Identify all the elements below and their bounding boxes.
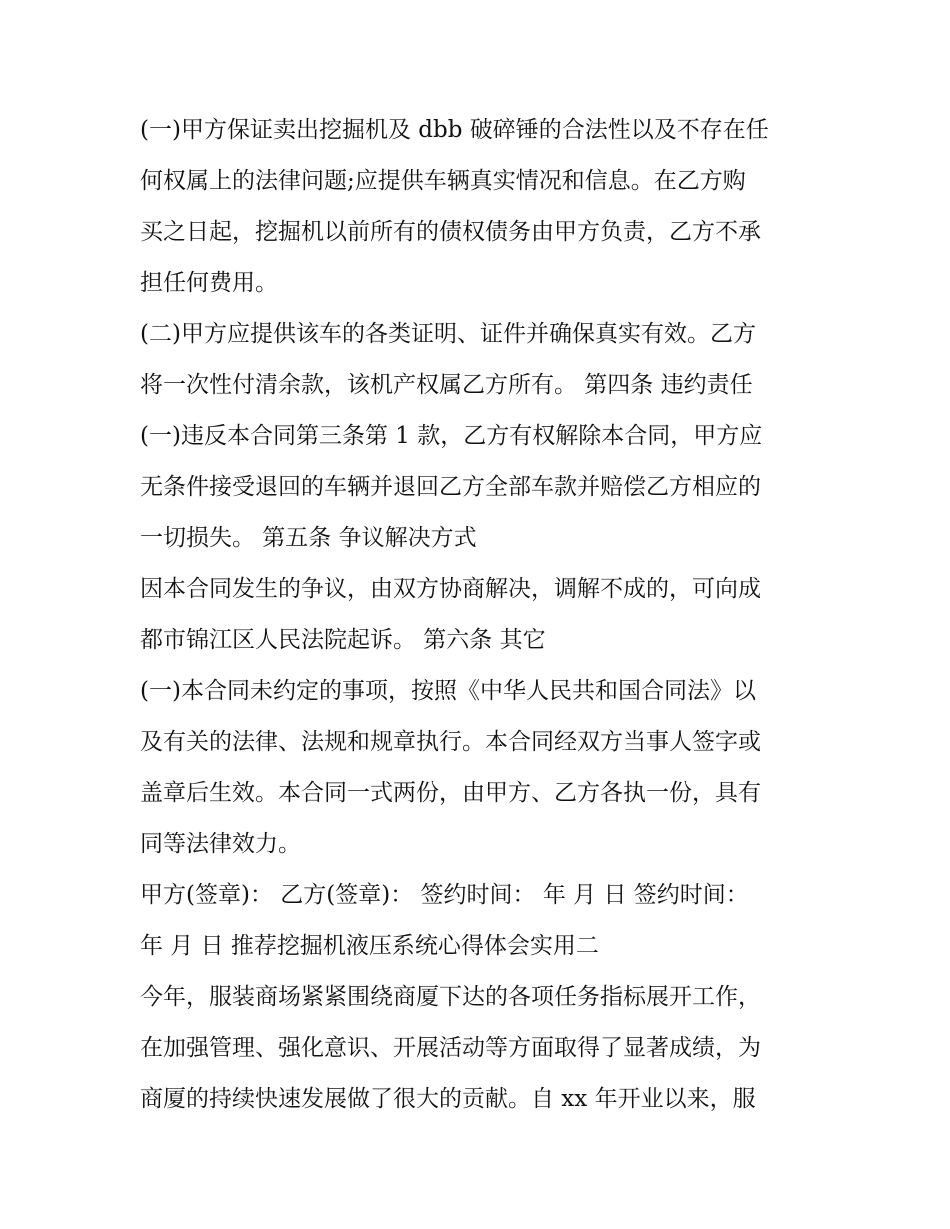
text-line: (一)违反本合同第三条第 1 款，乙方有权解除本合同，甲方应 xyxy=(140,423,763,449)
text-line: 一切损失。 第五条 争议解决方式 xyxy=(140,525,477,551)
text-line: 在加强管理、强化意识、开展活动等方面取得了显著成绩，为 xyxy=(140,1035,761,1061)
text-line: 盖章后生效。本合同一式两份，由甲方、乙方各执一份，具有 xyxy=(140,780,761,806)
text-line: (一)本合同未约定的事项，按照《中华人民共和国合同法》以 xyxy=(140,678,756,704)
text-line: 因本合同发生的争议，由双方协商解决，调解不成的，可向成 xyxy=(140,576,761,602)
text-line: 商厦的持续快速发展做了很大的贡献。自 xx 年开业以来，服 xyxy=(140,1086,756,1112)
text-line: 何权属上的法律问题;应提供车辆真实情况和信息。在乙方购 xyxy=(140,168,746,194)
text-line: 甲方(签章)： 乙方(签章)： 签约时间： 年 月 日 签约时间： xyxy=(140,882,749,908)
text-line: 将一次性付清余款，该机产权属乙方所有。 第四条 违约责任 xyxy=(140,372,753,398)
text-line: 担任何费用。 xyxy=(140,270,278,296)
text-line: (一)甲方保证卖出挖掘机及 dbb 破碎锤的合法性以及不存在任 xyxy=(140,117,769,143)
text-line: 今年，服装商场紧紧围绕商厦下达的各项任务指标展开工作， xyxy=(140,984,761,1010)
document-body xyxy=(140,105,812,1125)
text-line: 年 月 日 推荐挖掘机液压系统心得体会实用二 xyxy=(140,933,599,959)
text-line: 买之日起，挖掘机以前所有的债权债务由甲方负责，乙方不承 xyxy=(140,219,761,245)
text-line: 无条件接受退回的车辆并退回乙方全部车款并赔偿乙方相应的 xyxy=(140,474,761,500)
text-line: 及有关的法律、法规和规章执行。本合同经双方当事人签字或 xyxy=(140,729,761,755)
text-line: 同等法律效力。 xyxy=(140,831,301,857)
text-line: 都市锦江区人民法院起诉。 第六条 其它 xyxy=(140,627,546,653)
text-line: (二)甲方应提供该车的各类证明、证件并确保真实有效。乙方 xyxy=(140,321,756,347)
